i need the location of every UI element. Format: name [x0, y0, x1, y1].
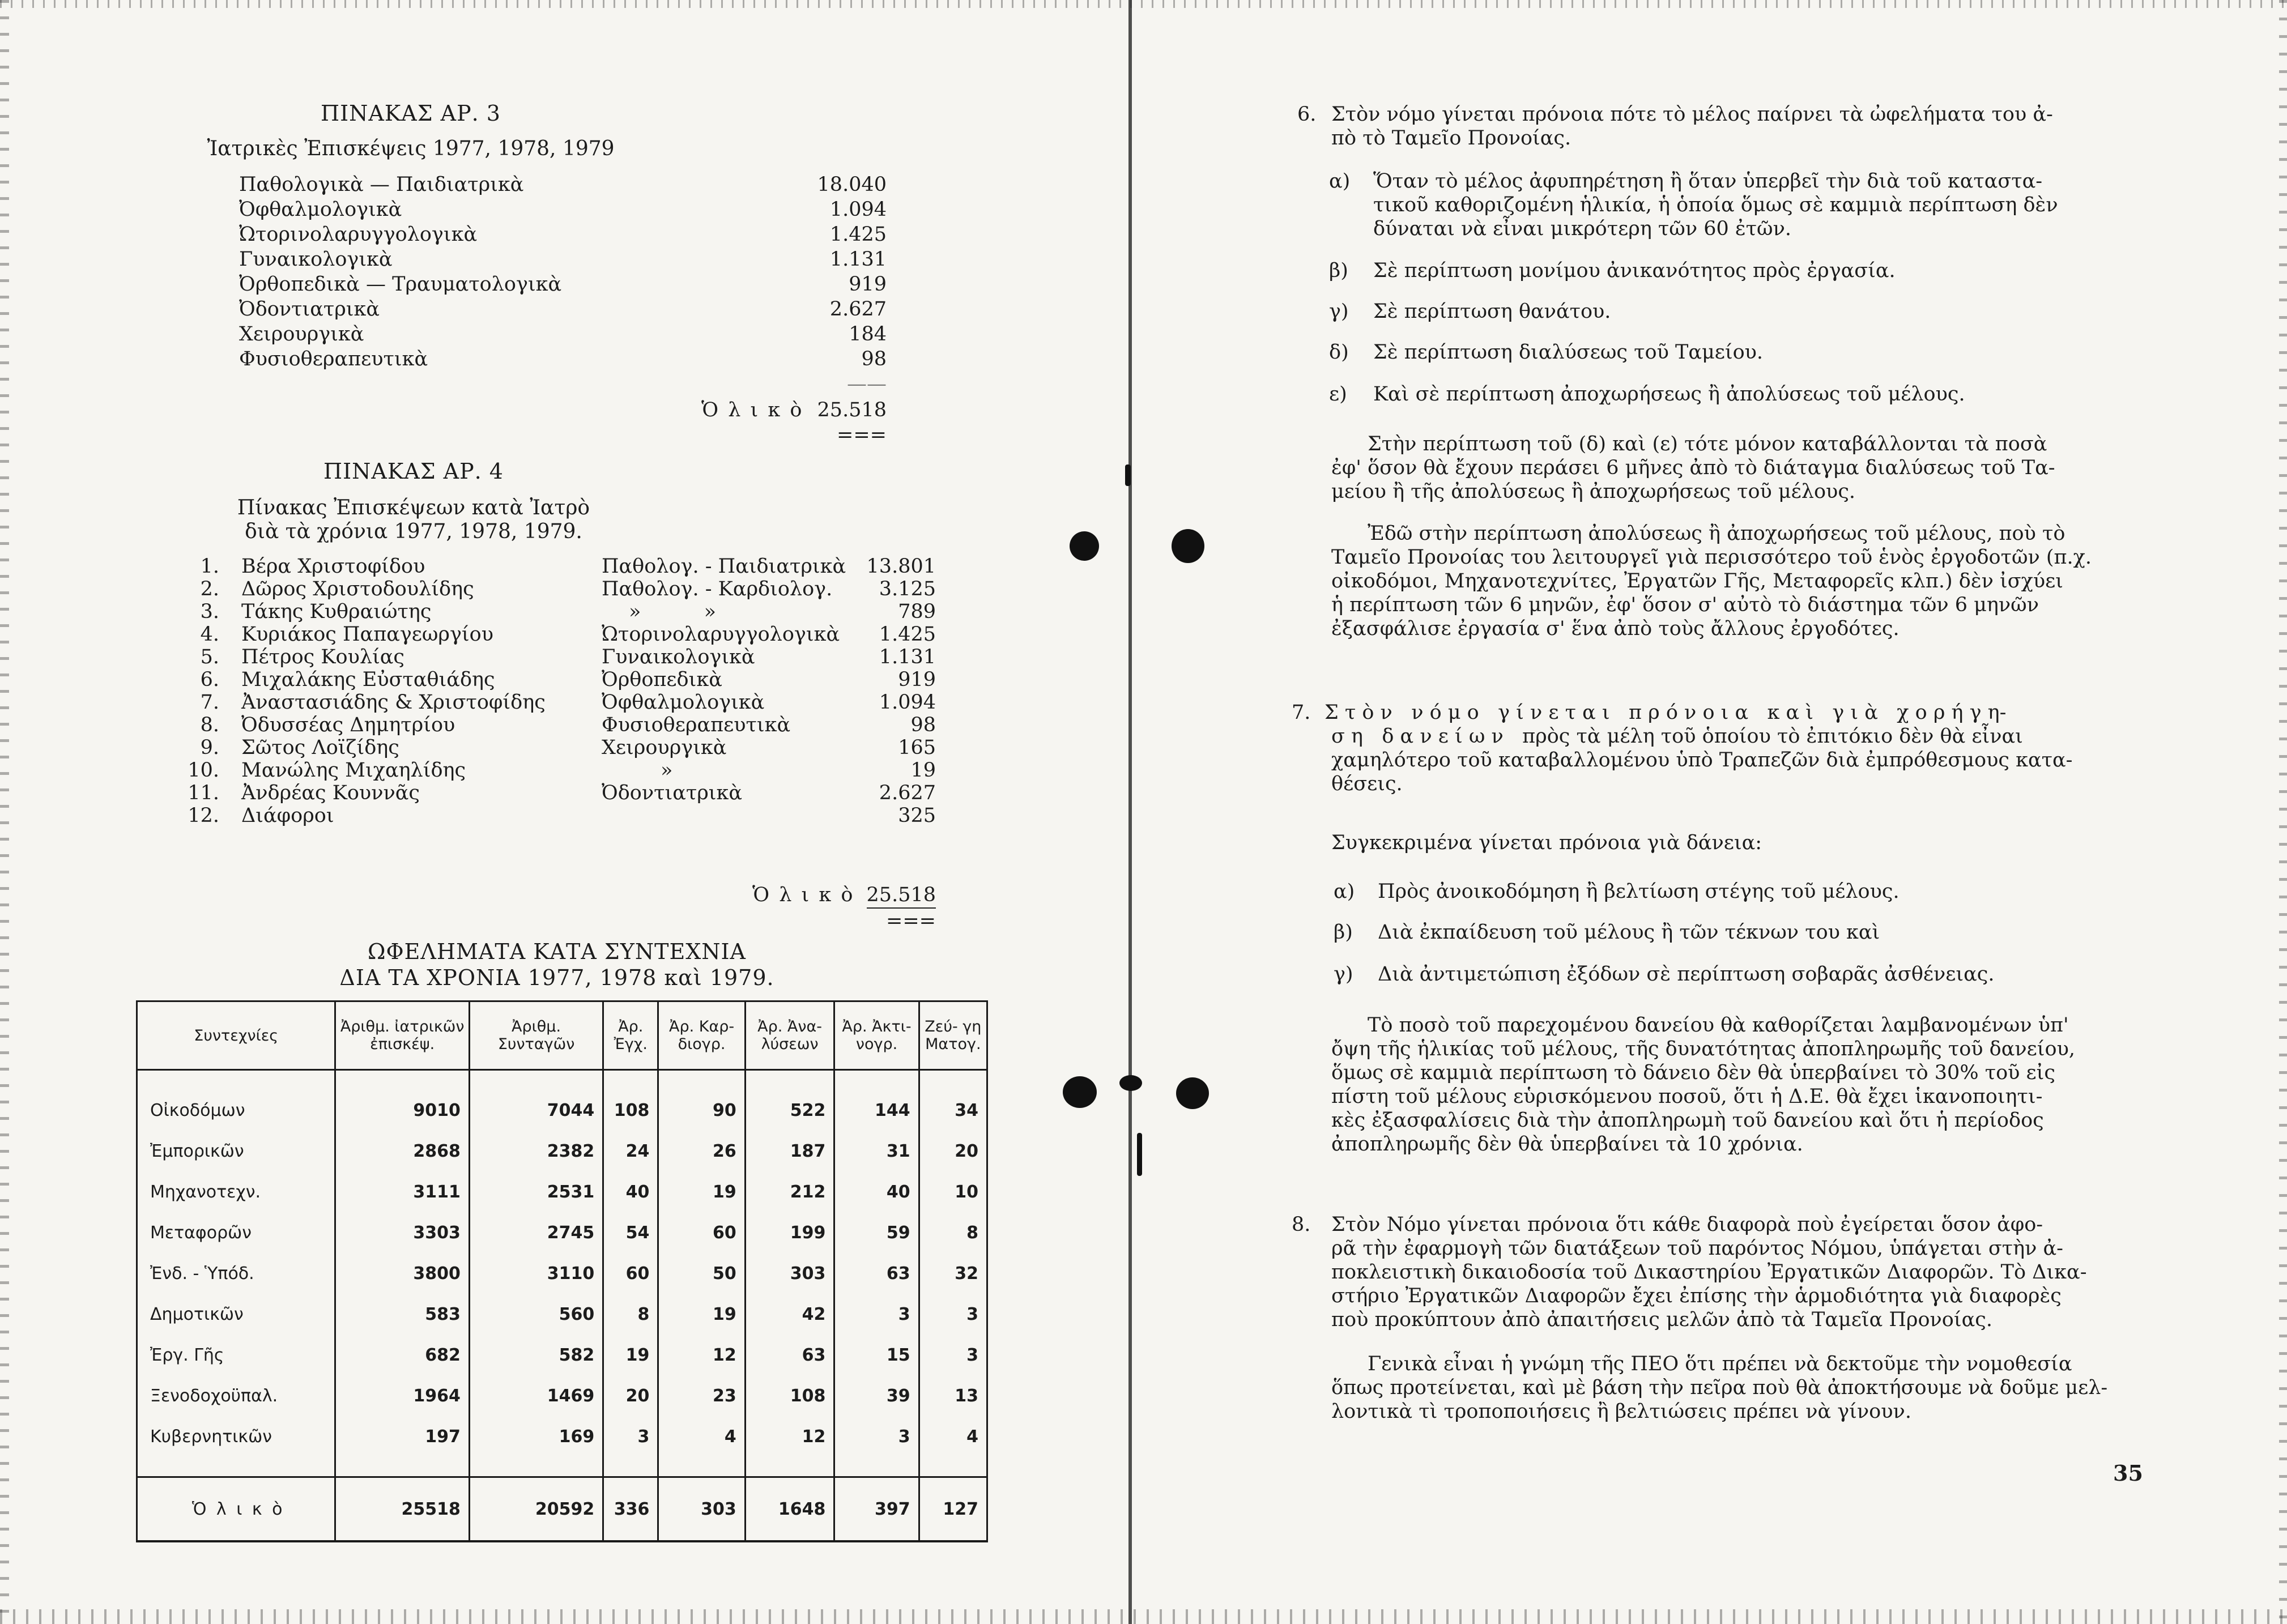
- benefits-cell: 60: [658, 1212, 745, 1253]
- benefits-spacer-cell: [919, 1070, 987, 1090]
- benefits-cell: 3: [834, 1294, 919, 1335]
- table4-row-number: 6.: [200, 668, 219, 691]
- benefits-cell: 90: [658, 1090, 745, 1131]
- benefits-cell: 8: [603, 1294, 658, 1335]
- section-7-para-line-4: πίστη τοῦ μέλους εὑρισκόμενου ποσοῦ, ὅτι ἡ Δ.Ε. θὰ ἔχει ἱκανοποιητι-: [1331, 1085, 2043, 1108]
- benefits-cell: 39: [834, 1375, 919, 1416]
- benefits-row-label: Μεταφορῶν: [137, 1212, 335, 1253]
- benefits-spacer-cell: [834, 1070, 919, 1090]
- benefits-row: [137, 1294, 987, 1335]
- table3-row-value: 1.094: [829, 198, 887, 221]
- benefits-cell: 8: [919, 1212, 987, 1253]
- table4-row-number: 8.: [200, 714, 219, 736]
- benefits-total-cell: 25518: [335, 1477, 469, 1542]
- table3-row-label: Ὀφθαλμολογικὰ: [239, 198, 402, 221]
- benefits-cell: 3111: [335, 1171, 469, 1212]
- benefits-cell: 560: [469, 1294, 603, 1335]
- table3-row-label: Χειρουργικὰ: [239, 323, 364, 346]
- table3-row-label: Ὠτορινολαρυγγολογικὰ: [239, 223, 478, 246]
- section-6-line-2: πὸ τὸ Ταμεῖο Προνοίας.: [1331, 127, 1571, 150]
- table4-row-number: 3.: [200, 600, 219, 623]
- benefits-cell: 4: [919, 1416, 987, 1457]
- benefits-cell: 3: [834, 1416, 919, 1457]
- table3-row-label: Παθολογικὰ — Παιδιατρικὰ: [239, 173, 524, 196]
- benefits-row-label: Ἐργ. Γῆς: [137, 1335, 335, 1375]
- section-6-a-line-2: τικοῦ καθοριζομένη ἡλικία, ἡ ὁποία ὅμως σὲ καμμιὰ περίπτωση δὲν: [1373, 194, 2058, 216]
- benefits-row: [137, 1090, 987, 1131]
- section-7-line-1: Σ τ ὸ ν ν ό μ ο γ ί ν ε τ α ι π ρ ό ν ο ι α κ α ὶ γ ι ὰ χ ο ρ ή γ η-: [1324, 701, 2007, 724]
- benefits-row: [137, 1131, 987, 1171]
- table4-row-value: 1.131: [879, 646, 936, 668]
- section-6-d-mark: δ): [1329, 341, 1349, 364]
- table4-row-number: 7.: [200, 691, 219, 714]
- section-8-para-line-1: Γενικὰ εἶναι ἡ γνώμη τῆς ΠΕΟ ὅτι πρέπει νὰ δεκτοῦμε τὴν νομοθεσία: [1368, 1353, 2072, 1375]
- table4-row-name: Πέτρος Κουλίας: [241, 646, 405, 668]
- table4-row-name: Μιχαλάκης Εὐσταθιάδης: [241, 668, 495, 691]
- benefits-spacer-cell: [469, 1070, 603, 1090]
- table4-total-value: 25.518: [866, 884, 936, 906]
- table4-row-specialty: Χειρουργικὰ: [602, 736, 727, 759]
- page-number: 35: [2113, 1460, 2143, 1486]
- section-6-a-line-1: Ὅταν τὸ μέλος ἀφυπηρέτηση ἢ ὅταν ὑπερβεῖ τὴν διὰ τοῦ καταστα-: [1373, 170, 2043, 193]
- benefits-cell: 15: [834, 1335, 919, 1375]
- table4-row-value: 165: [898, 736, 936, 759]
- benefits-cell: 40: [603, 1171, 658, 1212]
- benefits-row-label: Μηχανοτεχν.: [137, 1171, 335, 1212]
- benefits-cell: 583: [335, 1294, 469, 1335]
- table3-total-mark: ===: [837, 424, 887, 446]
- table3-row-value: 1.425: [829, 223, 887, 246]
- table4-subtitle-1: Πίνακας Ἐπισκέψεων κατὰ Ἰατρὸ: [237, 496, 590, 519]
- benefits-spacer-cell: [335, 1457, 469, 1477]
- table4-row-number: 10.: [188, 759, 219, 782]
- benefits-total-label: Ὁ λ ι κ ὸ: [137, 1477, 335, 1542]
- benefits-cell: 19: [658, 1171, 745, 1212]
- section-7-para-line-1: Τὸ ποσὸ τοῦ παρεχομένου δανείου θὰ καθορίζεται λαμβανομένων ὑπ': [1368, 1014, 2069, 1037]
- table4-row-value: 1.425: [879, 623, 936, 646]
- benefits-spacer-cell: [335, 1070, 469, 1090]
- benefits-cell: 19: [658, 1294, 745, 1335]
- section-8-number: 8.: [1292, 1213, 1311, 1236]
- benefits-cell: 32: [919, 1253, 987, 1294]
- table3-row-value: 184: [849, 323, 887, 346]
- section-6-c-text: Σὲ περίπτωση θανάτου.: [1373, 300, 1611, 323]
- table4-row-value: 98: [910, 714, 936, 736]
- benefits-cell: 3303: [335, 1212, 469, 1253]
- table4-title: ΠΙΝΑΚΑΣ ΑΡ. 4: [323, 459, 504, 484]
- benefits-header-cell: Ἀρ. Ἐγχ.: [603, 1001, 658, 1070]
- benefits-row-label: Δημοτικῶν: [137, 1294, 335, 1335]
- table3-row-value: 2.627: [829, 298, 887, 321]
- benefits-cell: 3110: [469, 1253, 603, 1294]
- table4-subtitle-2: διὰ τὰ χρόνια 1977, 1978, 1979.: [245, 520, 582, 543]
- benefits-total-cell: 1648: [745, 1477, 834, 1542]
- table3-row-label: Γυναικολογικὰ: [239, 248, 393, 271]
- benefits-cell: 54: [603, 1212, 658, 1253]
- benefits-cell: 50: [658, 1253, 745, 1294]
- benefits-title-2: ΔΙΑ ΤΑ ΧΡΟΝΙΑ 1977, 1978 καὶ 1979.: [339, 965, 774, 990]
- table4-row-value: 13.801: [866, 555, 936, 578]
- benefits-spacer-row: [137, 1070, 987, 1090]
- table3-row-label: Φυσιοθεραπευτικὰ: [239, 348, 428, 370]
- table4-row-name: Ἀνδρέας Κουννᾶς: [241, 782, 420, 804]
- section-7-intro: Συγκεκριμένα γίνεται πρόνοια γιὰ δάνεια:: [1331, 832, 1762, 854]
- benefits-row: [137, 1171, 987, 1212]
- benefits-cell: 60: [603, 1253, 658, 1294]
- table4-row-value: 789: [898, 600, 936, 623]
- table4-row-specialty: » »: [629, 600, 717, 623]
- benefits-cell: 10: [919, 1171, 987, 1212]
- left-page: [0, 0, 1110, 1624]
- section-6-para-2-line-5: ἐξασφάλισε ἐργασία σ' ἕνα ἀπὸ τοὺς ἄλλους ἐργοδότες.: [1331, 617, 1900, 640]
- benefits-cell: 3800: [335, 1253, 469, 1294]
- table4-row-value: 19: [910, 759, 936, 782]
- table4-total-mark: ===: [886, 910, 936, 932]
- section-6-para-1-line-1: Στὴν περίπτωση τοῦ (δ) καὶ (ε) τότε μόνον καταβάλλονται τὰ ποσὰ: [1368, 433, 2047, 455]
- table4-row-name: Κυριάκος Παπαγεωργίου: [241, 623, 493, 646]
- benefits-cell: 4: [658, 1416, 745, 1457]
- table4-total-underline: [867, 907, 936, 909]
- section-6-para-2-line-3: οἰκοδόμοι, Μηχανοτεχνίτες, Ἐργατῶν Γῆς, Μεταφορεῖς κλπ.) δὲν ἰσχύει: [1331, 570, 2064, 593]
- benefits-spacer-row: [137, 1457, 987, 1477]
- benefits-cell: 197: [335, 1416, 469, 1457]
- benefits-total-row: [137, 1477, 987, 1542]
- benefits-total-cell: 127: [919, 1477, 987, 1542]
- benefits-spacer-cell: [745, 1457, 834, 1477]
- benefits-row: [137, 1375, 987, 1416]
- benefits-cell: 42: [745, 1294, 834, 1335]
- benefits-cell: 144: [834, 1090, 919, 1131]
- section-6-para-1-line-2: ἐφ' ὅσον θὰ ἔχουν περάσει 6 μῆνες ἀπὸ τὸ διάταγμα διαλύσεως τοῦ Τα-: [1331, 457, 2055, 479]
- table3-title: ΠΙΝΑΚΑΣ ΑΡ. 3: [321, 101, 501, 126]
- benefits-cell: 199: [745, 1212, 834, 1253]
- section-6-e-text: Καὶ σὲ περίπτωση ἀποχωρήσεως ἢ ἀπολύσεως τοῦ μέλους.: [1373, 383, 1965, 406]
- table3-row-value: 18.040: [817, 173, 887, 196]
- table4-row-number: 9.: [200, 736, 219, 759]
- table4-row-name: Διάφοροι: [241, 804, 334, 827]
- benefits-table-body: [137, 1070, 987, 1542]
- benefits-cell: 20: [603, 1375, 658, 1416]
- section-7-number: 7.: [1292, 701, 1311, 724]
- benefits-cell: 40: [834, 1171, 919, 1212]
- benefits-cell: 13: [919, 1375, 987, 1416]
- section-6-number: 6.: [1297, 103, 1317, 126]
- table4-row-number: 5.: [200, 646, 219, 668]
- section-8-line-2: ρᾶ τὴν ἐφαρμογὴ τῶν διατάξεων τοῦ παρόντος Νόμου, ὑπάγεται στὴν ἀ-: [1331, 1237, 2063, 1260]
- benefits-cell: 522: [745, 1090, 834, 1131]
- benefits-row-label: Ξενοδοχοϋπαλ.: [137, 1375, 335, 1416]
- section-6-para-2-line-1: Ἐδῶ στὴν περίπτωση ἀπολύσεως ἢ ἀποχωρήσεως τοῦ μέλους, ποὺ τὸ: [1368, 522, 2065, 545]
- table3-row-value: 98: [861, 348, 887, 370]
- table3-total-label: Ὁ λ ι κ ὸ: [701, 399, 804, 421]
- section-7-b-text: Διὰ ἐκπαίδευση τοῦ μέλους ἢ τῶν τέκνων του καὶ: [1378, 921, 1880, 944]
- benefits-cell: 12: [745, 1416, 834, 1457]
- section-7-c-mark: γ): [1334, 963, 1353, 986]
- table3-row-value: 1.131: [829, 248, 887, 271]
- benefits-spacer-cell: [919, 1457, 987, 1477]
- section-7-c-text: Διὰ ἀντιμετώπιση ἐξόδων σὲ περίπτωση σοβαρᾶς ἀσθένειας.: [1378, 963, 1995, 986]
- section-6-a-line-3: δύναται νὰ εἶναι μικρότερη τῶν 60 ἐτῶν.: [1373, 218, 1791, 240]
- benefits-cell: 59: [834, 1212, 919, 1253]
- benefits-spacer-cell: [745, 1070, 834, 1090]
- benefits-cell: 212: [745, 1171, 834, 1212]
- table4-row-value: 1.094: [879, 691, 936, 714]
- benefits-cell: 3: [919, 1335, 987, 1375]
- section-7-b-mark: β): [1334, 921, 1353, 944]
- table4-row-name: Ἀναστασιάδης & Χριστοφίδης: [241, 691, 546, 714]
- benefits-header-cell: Συντεχνίες: [137, 1001, 335, 1070]
- benefits-row: [137, 1416, 987, 1457]
- table4-row-value: 325: [898, 804, 936, 827]
- benefits-header-cell: Ἀριθμ. ἰατρικῶν ἐπισκέψ.: [335, 1001, 469, 1070]
- benefits-cell: 24: [603, 1131, 658, 1171]
- benefits-cell: 582: [469, 1335, 603, 1375]
- benefits-header-cell: Ἀριθμ. Συνταγῶν: [469, 1001, 603, 1070]
- benefits-title-1: ΩΦΕΛΗΜΑΤΑ ΚΑΤΑ ΣΥΝΤΕΧΝΙΑ: [368, 939, 746, 964]
- section-7-para-line-5: κὲς ἐξασφαλίσεις διὰ τὴν ἀποπληρωμὴ τοῦ δανείου καὶ ὅτι ἡ περίοδος: [1331, 1109, 2044, 1132]
- benefits-cell: 187: [745, 1131, 834, 1171]
- table4-row-value: 919: [898, 668, 936, 691]
- section-8-line-3: ποκλειστικὴ δικαιοδοσία τοῦ Δικαστηρίου Ἐργατικῶν Διαφορῶν. Τὸ Δικα-: [1331, 1261, 2087, 1284]
- benefits-cell: 2531: [469, 1171, 603, 1212]
- table4-row-specialty: Ὀδοντιατρικὰ: [602, 782, 743, 804]
- table3-subtitle: Ἰατρικὲς Ἐπισκέψεις 1977, 1978, 1979: [207, 137, 615, 160]
- benefits-total-cell: 20592: [469, 1477, 603, 1542]
- table4-row-name: Τάκης Κυθραιώτης: [241, 600, 432, 623]
- benefits-row-label: Κυβερνητικῶν: [137, 1416, 335, 1457]
- section-6-c-mark: γ): [1329, 300, 1349, 323]
- benefits-total-cell: 303: [658, 1477, 745, 1542]
- table3-row-label: Ὀρθοπεδικὰ — Τραυματολογικὰ: [239, 273, 562, 296]
- table4-row-number: 2.: [200, 578, 219, 600]
- benefits-cell: 2382: [469, 1131, 603, 1171]
- benefits-row: [137, 1212, 987, 1253]
- benefits-total-cell: 397: [834, 1477, 919, 1542]
- benefits-table: [136, 1000, 988, 1542]
- section-8-line-4: στήριο Ἐργατικῶν Διαφορῶν ἔχει ἐπίσης τὴν ἁρμοδιότητα γιὰ διαφορὲς: [1331, 1285, 2062, 1307]
- table4-row-number: 4.: [200, 623, 219, 646]
- section-7-line-4: θέσεις.: [1331, 773, 1403, 795]
- benefits-cell: 682: [335, 1335, 469, 1375]
- table3-row-value: 919: [849, 273, 887, 296]
- right-page: [1139, 0, 2287, 1624]
- section-7-a-text: Πρὸς ἀνοικοδόμηση ἢ βελτίωση στέγης τοῦ μέλους.: [1378, 880, 1900, 903]
- section-6-a-mark: α): [1329, 170, 1351, 193]
- benefits-cell: 2745: [469, 1212, 603, 1253]
- benefits-row-label: Οἰκοδόμων: [137, 1090, 335, 1131]
- table3-sum-rule: ——: [847, 373, 887, 395]
- benefits-cell: 1469: [469, 1375, 603, 1416]
- benefits-cell: 1964: [335, 1375, 469, 1416]
- table4-row-specialty: Γυναικολογικὰ: [602, 646, 755, 668]
- table4-row-value: 2.627: [879, 782, 936, 804]
- section-7-line-3: χαμηλότερο τοῦ καταβαλλομένου ὑπὸ Τραπεζῶν διὰ ἐμπρόθεσμους κατα-: [1331, 749, 2073, 771]
- table4-row-number: 1.: [200, 555, 219, 578]
- binding-hole-mark: [1125, 464, 1131, 486]
- table4-row-specialty: »: [661, 759, 673, 782]
- section-6-line-1: Στὸν νόμο γίνεται πρόνοια πότε τὸ μέλος παίρνει τὰ ὠφελήματα του ἀ-: [1331, 103, 2053, 126]
- table4-row-value: 3.125: [879, 578, 936, 600]
- table4-total-label: Ὁ λ ι κ ὸ: [752, 884, 855, 906]
- section-7-a-mark: α): [1334, 880, 1355, 903]
- benefits-cell: 9010: [335, 1090, 469, 1131]
- benefits-total-cell: 336: [603, 1477, 658, 1542]
- section-6-b-text: Σὲ περίπτωση μονίμου ἀνικανότητος πρὸς ἐργασία.: [1373, 259, 1896, 282]
- benefits-spacer-cell: [603, 1070, 658, 1090]
- section-6-para-1-line-3: μείου ἢ τῆς ἀπολύσεως ἢ ἀποχωρήσεως τοῦ μέλους.: [1331, 480, 1856, 503]
- benefits-header-cell: Ἀρ. Καρ- διογρ.: [658, 1001, 745, 1070]
- section-8-line-1: Στὸν Νόμο γίνεται πρόνοια ὅτι κάθε διαφορὰ ποὺ ἐγείρεται ὅσον ἀφο-: [1331, 1213, 2043, 1236]
- table4-row-specialty: Ὀφθαλμολογικὰ: [602, 691, 765, 714]
- benefits-spacer-cell: [603, 1457, 658, 1477]
- table4-row-name: Ὀδυσσέας Δημητρίου: [241, 714, 455, 736]
- benefits-spacer-cell: [658, 1070, 745, 1090]
- section-6-e-mark: ε): [1329, 383, 1347, 406]
- benefits-header-cell: Ἀρ. Ἀνα- λύσεων: [745, 1001, 834, 1070]
- section-8-para-line-3: λοντικὰ τὶ τροποποιήσεις ἢ βελτιώσεις πρέπει νὰ γίνουν.: [1331, 1400, 1911, 1423]
- section-7-para-line-2: ὄψη τῆς ἡλικίας τοῦ μέλους, τῆς δυνατότητας ἀποπληρωμῆς τοῦ δανείου,: [1331, 1038, 2075, 1060]
- section-7-para-line-3: ὅμως σὲ καμμιὰ περίπτωση τὸ δάνειο δὲν θὰ ὑπερβαίνει τὸ 30% τοῦ εἰς: [1331, 1062, 2055, 1084]
- benefits-spacer-cell: [137, 1457, 335, 1477]
- benefits-cell: 12: [658, 1335, 745, 1375]
- benefits-spacer-cell: [469, 1457, 603, 1477]
- benefits-header-cell: Ζεύ- γη Ματογ.: [919, 1001, 987, 1070]
- benefits-cell: 303: [745, 1253, 834, 1294]
- table4-row-specialty: Ὀρθοπεδικὰ: [602, 668, 722, 691]
- section-6-para-2-line-4: ἡ περίπτωση τῶν 6 μηνῶν, ἐφ' ὅσον σ' αὐτὸ τὸ διάστημα τῶν 6 μηνῶν: [1331, 594, 2039, 616]
- table4-row-name: Δῶρος Χριστοδουλίδης: [241, 578, 474, 600]
- benefits-header-row: [137, 1001, 987, 1070]
- benefits-cell: 26: [658, 1131, 745, 1171]
- table4-row-name: Βέρα Χριστοφίδου: [241, 555, 425, 578]
- benefits-spacer-cell: [658, 1457, 745, 1477]
- benefits-spacer-cell: [834, 1457, 919, 1477]
- benefits-cell: 108: [745, 1375, 834, 1416]
- table4-row-specialty: Παθολογ. - Παιδιατρικὰ: [602, 555, 846, 578]
- table4-row-specialty: Παθολογ. - Καρδιολογ.: [602, 578, 833, 600]
- benefits-cell: 7044: [469, 1090, 603, 1131]
- benefits-cell: 169: [469, 1416, 603, 1457]
- table3-total-value: 25.518: [817, 399, 887, 421]
- benefits-cell: 19: [603, 1335, 658, 1375]
- benefits-cell: 34: [919, 1090, 987, 1131]
- section-7-line-2: σ η δ α ν ε ί ω ν πρὸς τὰ μέλη τοῦ ὁποίου τὸ ἐπιτόκιο δὲν θὰ εἶναι: [1331, 725, 2023, 748]
- benefits-cell: 63: [834, 1253, 919, 1294]
- benefits-cell: 23: [658, 1375, 745, 1416]
- benefits-cell: 20: [919, 1131, 987, 1171]
- benefits-row: [137, 1253, 987, 1294]
- table4-row-specialty: Φυσιοθεραπευτικὰ: [602, 714, 791, 736]
- benefits-cell: 3: [603, 1416, 658, 1457]
- section-7-para-line-6: ἀποπληρωμῆς δὲν θὰ ὑπερβαίνει τὰ 10 χρόνια.: [1331, 1133, 1803, 1156]
- section-8-line-5: ποὺ προκύπτουν ἀπὸ ἀπαιτήσεις μελῶν ἀπὸ τὰ Ταμεῖα Προνοίας.: [1331, 1308, 1992, 1331]
- table4-row-number: 12.: [188, 804, 219, 827]
- benefits-header-cell: Ἀρ. Ἀκτι- νογρ.: [834, 1001, 919, 1070]
- book-gutter: [1128, 0, 1132, 1624]
- section-6-para-2-line-2: Ταμεῖο Προνοίας του λειτουργεῖ γιὰ περισσότερο τοῦ ἑνὸς ἐργοδοτῶν (π.χ.: [1331, 546, 2092, 569]
- table4-row-specialty: Ὠτορινολαρυγγολογικὰ: [602, 623, 840, 646]
- benefits-row: [137, 1335, 987, 1375]
- benefits-row-label: Ἐμπορικῶν: [137, 1131, 335, 1171]
- benefits-cell: 63: [745, 1335, 834, 1375]
- table4-row-name: Μανώλης Μιχαηλίδης: [241, 759, 466, 782]
- section-6-d-text: Σὲ περίπτωση διαλύσεως τοῦ Ταμείου.: [1373, 341, 1764, 364]
- section-8-para-line-2: ὅπως προτείνεται, καὶ μὲ βάση τὴν πεῖρα ποὺ θὰ ἀποκτήσουμε νὰ δοῦμε μελ-: [1331, 1376, 2108, 1399]
- benefits-row-label: Ἐνδ. - Ὑπόδ.: [137, 1253, 335, 1294]
- benefits-cell: 31: [834, 1131, 919, 1171]
- benefits-cell: 108: [603, 1090, 658, 1131]
- table4-row-number: 11.: [188, 782, 219, 804]
- benefits-spacer-cell: [137, 1070, 335, 1090]
- section-6-b-mark: β): [1329, 259, 1348, 282]
- benefits-cell: 3: [919, 1294, 987, 1335]
- table4-row-name: Σῶτος Λοϊζίδης: [241, 736, 399, 759]
- table3-row-label: Ὀδοντιατρικὰ: [239, 298, 380, 321]
- benefits-cell: 2868: [335, 1131, 469, 1171]
